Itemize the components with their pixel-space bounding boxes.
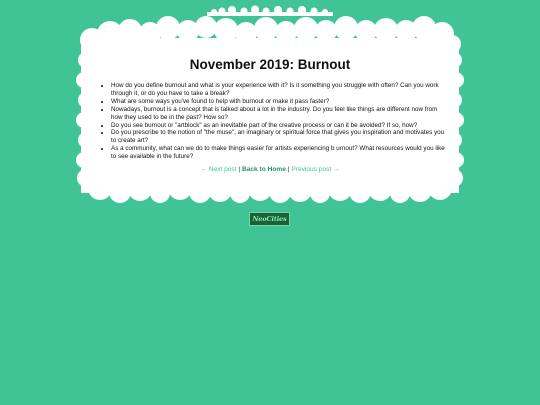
list-item: • How do you define burnout and what is your experience with it? Is it something you struggle with often? Can you work through it, or do you have to take a break? bbox=[111, 82, 448, 98]
back-to-home-link[interactable]: Back to Home bbox=[241, 166, 286, 173]
list-item: • Do you see burnout or "artblock" as an inevitable part of the creative process or can it be avoided? If so, how? bbox=[111, 122, 448, 130]
next-post-link[interactable]: ← Next post bbox=[200, 166, 237, 173]
list-item: • What are some ways you've found to help with burnout or make it pass faster? bbox=[111, 98, 448, 106]
question-list bbox=[97, 82, 448, 161]
nav-separator: | bbox=[238, 166, 241, 173]
list-item: • Nowadays, burnout is a concept that is talked about a lot in the industry. Do you feel like things are different now from how they used to be in the past? How so? bbox=[111, 106, 448, 122]
previous-post-link[interactable]: Previous post → bbox=[291, 166, 340, 173]
nav-separator: | bbox=[287, 166, 290, 173]
list-item: • As a community, what can we do to make things easier for artists experiencing b urnout? What resources would you like to see available in the future? bbox=[111, 145, 448, 161]
list-item: • Do you prescribe to the notion of "the muse", an imaginary or spiritual force that gives you inspiration and motivates you to create art? bbox=[111, 129, 448, 145]
page-title: November 2019: Burnout bbox=[189, 57, 351, 72]
post-navigation bbox=[81, 166, 459, 173]
neocities-badge[interactable]: NeoCities bbox=[249, 212, 290, 226]
